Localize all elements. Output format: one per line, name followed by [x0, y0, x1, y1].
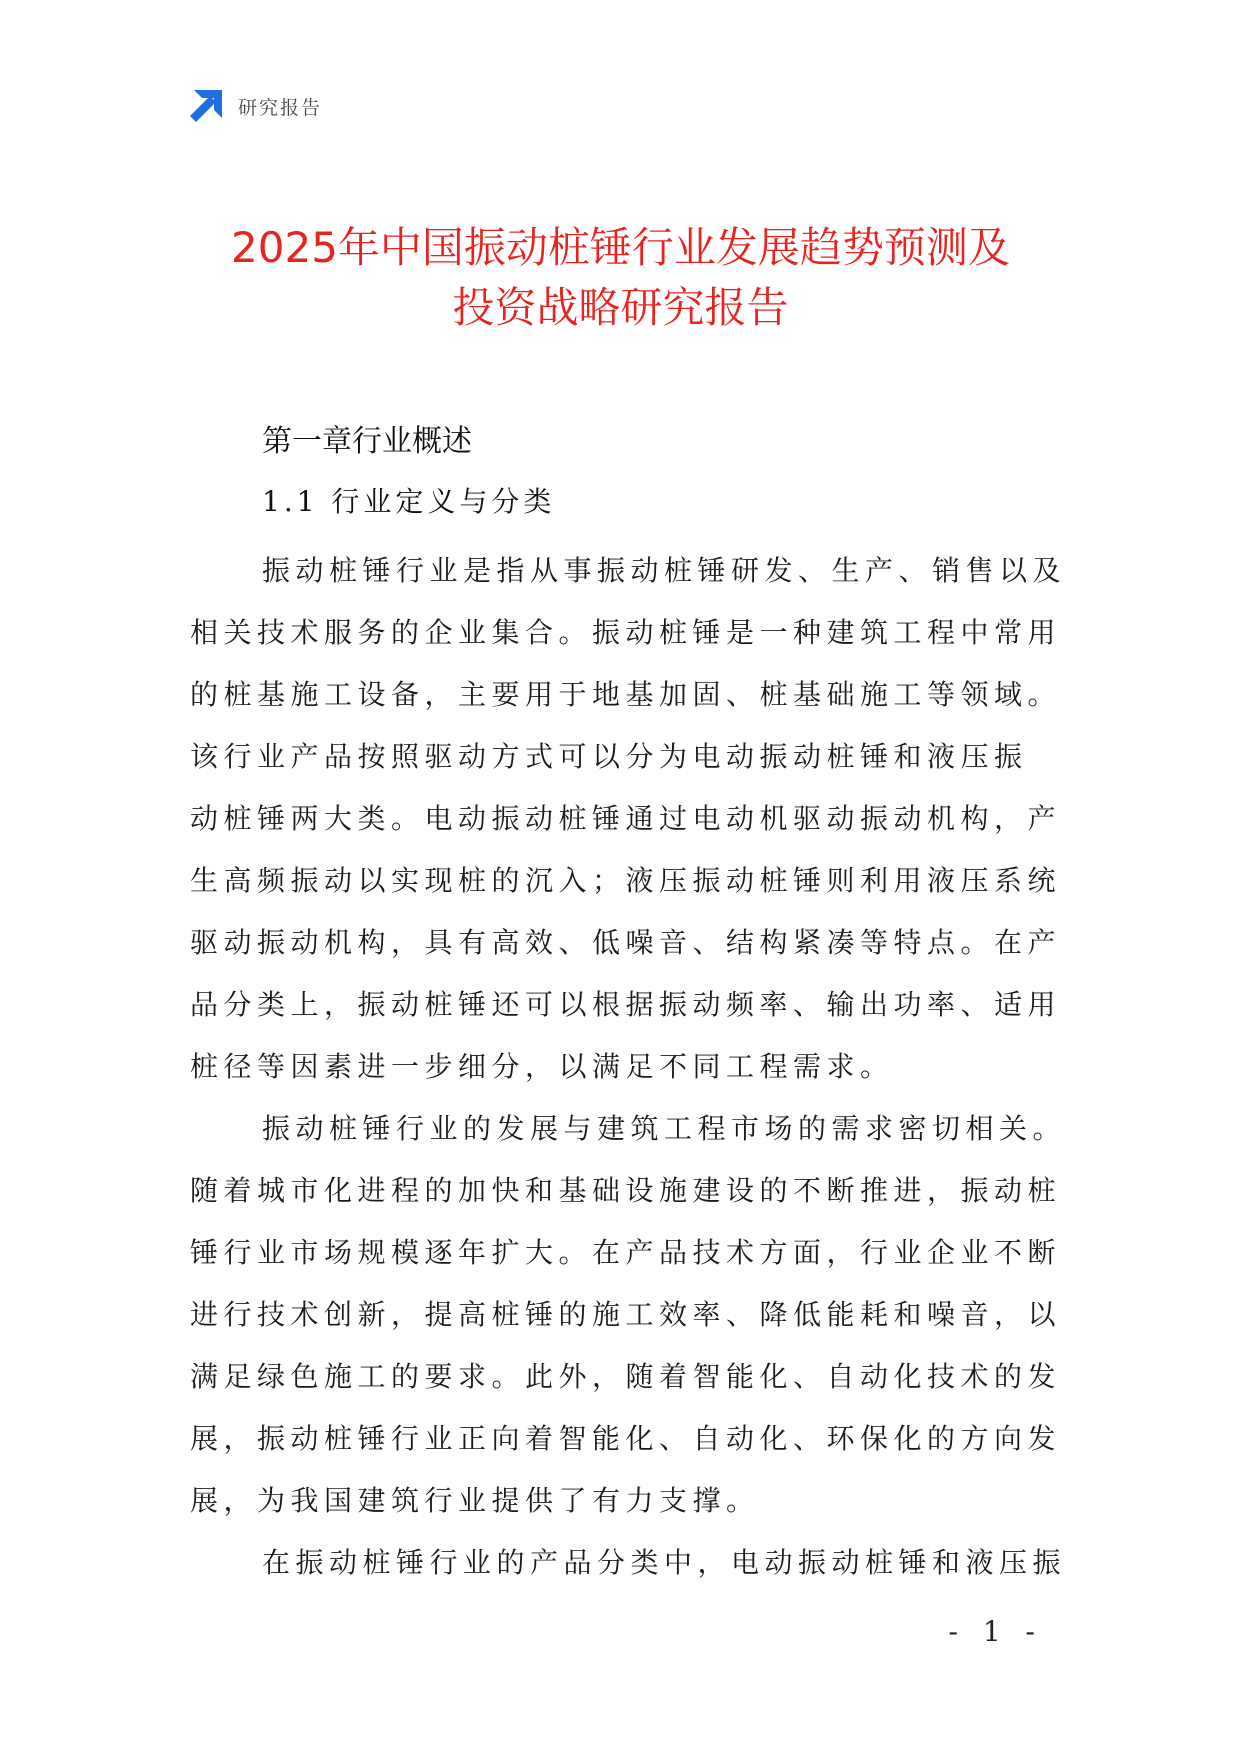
- arrow-up-right-icon: [190, 90, 222, 122]
- document-title: [150, 218, 1091, 338]
- text-line: 桩径等因素进一步细分，以满足不同工程需求。: [190, 1050, 894, 1083]
- text-line: 驱动振动机构，具有高效、低噪音、结构紧凑等特点。在产: [190, 926, 1062, 959]
- text-line: 的桩基施工设备，主要用于地基加固、桩基础施工等领域。: [190, 678, 1062, 711]
- section-heading: 1.1 行业定义与分类: [262, 485, 556, 518]
- text-line: 锤行业市场规模逐年扩大。在产品技术方面，行业企业不断: [190, 1236, 1062, 1269]
- text-line: 展，为我国建筑行业提供了有力支撑。: [190, 1484, 760, 1517]
- page-number: - 1 -: [948, 1615, 1043, 1648]
- text-line: 相关技术服务的企业集合。振动桩锤是一种建筑工程中常用: [190, 616, 1062, 649]
- header-label: 研究报告: [238, 96, 323, 119]
- text-line: 在振动桩锤行业的产品分类中，电动振动桩锤和液压振: [262, 1546, 1067, 1579]
- body-text: [190, 540, 1067, 1594]
- text-line: 进行技术创新，提高桩锤的施工效率、降低能耗和噪音，以: [190, 1298, 1062, 1331]
- text-line: 振动桩锤行业是指从事振动桩锤研发、生产、销售以及: [262, 554, 1067, 587]
- text-line: 满足绿色施工的要求。此外，随着智能化、自动化技术的发: [190, 1360, 1062, 1393]
- title-line-1: 2025年中国振动桩锤行业发展趋势预测及: [231, 223, 1010, 272]
- text-line: 随着城市化进程的加快和基础设施建设的不断推进，振动桩: [190, 1174, 1062, 1207]
- text-line: 展，振动桩锤行业正向着智能化、自动化、环保化的方向发: [190, 1422, 1062, 1455]
- text-line: 品分类上，振动桩锤还可以根据振动频率、输出功率、适用: [190, 988, 1062, 1021]
- paragraph-1: [190, 540, 1067, 1098]
- text-line: 动桩锤两大类。电动振动桩锤通过电动机驱动振动机构，产: [190, 802, 1062, 835]
- paragraph-2: [190, 1098, 1067, 1532]
- paragraph-3: [190, 1532, 1067, 1594]
- text-line: 振动桩锤行业的发展与建筑工程市场的需求密切相关。: [262, 1112, 1067, 1145]
- report-header: [190, 90, 322, 122]
- chapter-heading: 第一章行业概述: [262, 424, 472, 459]
- text-line: 生高频振动以实现桩的沉入；液压振动桩锤则利用液压系统: [190, 864, 1062, 897]
- title-line-2: 投资战略研究报告: [452, 283, 789, 332]
- text-line: 该行业产品按照驱动方式可以分为电动振动桩锤和液压振: [190, 740, 1028, 773]
